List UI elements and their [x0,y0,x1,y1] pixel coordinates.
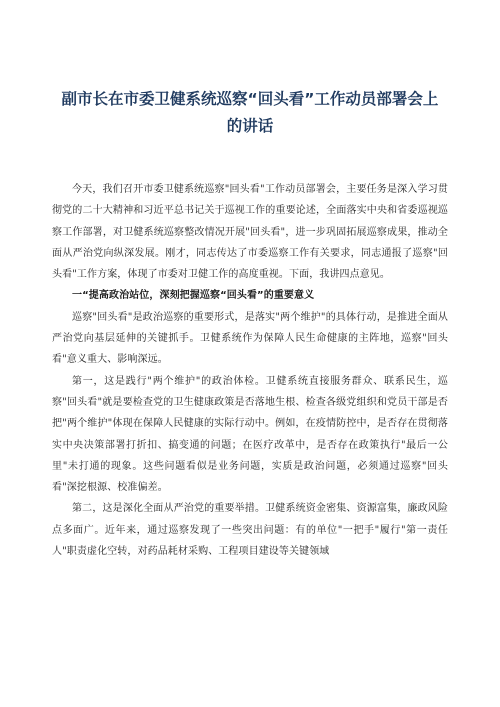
document-title [52,86,448,140]
intro-paragraph: 今天，我们召开市委卫健系统巡察"回头看"工作动员部署会，主要任务是深入学习贯彻党的二十大精神和习近平总书记关于巡视工作的重要论述，全面落实中央和省委巡视巡察工作部署，对卫健系统巡察整改情况开展"回头看"，进一步巩固拓展巡察成果，推动全面从严治党向纵深发展。刚才，同志传达了市委巡察工作有关要求，同志通报了巡察"回头看"工作方案，体现了市委对卫健工作的高度重视。下面，我讲四点意见。 [52,184,448,281]
body-paragraph-3: 第二，这是深化全面从严治党的重要举措。卫健系统资金密集、资源富集，廉政风险点多面广。近年来，通过巡察发现了一些突出问题：有的单位"一把手"履行"第一责任人"职责虚化空转，对药品耗材采购、工程项目建设等关键领域 [52,503,448,558]
body-paragraph-2: 第一，这是践行"两个维护"的政治体检。卫健系统直接服务群众、联系民生，巡察"回头看"就是要检查党的卫生健康政策是否落地生根、检查各级党组织和党员干部是否把"两个维护"体现在保障人民健康的实际行动中。例如，在疫情防控中，是否存在贯彻落实中央决策部署打折扣、搞变通的问题；在医疗改革中，是否存在政策执行"最后一公里"未打通的现象。这些问题看似是业务问题，实质是政治问题，必须通过巡察"回头看"深挖根源、校准偏差。 [52,375,448,494]
document-body [52,179,448,562]
section-heading-1: 一“提高政治站位，深刻把握巡察“回头看”的重要意义 [72,290,315,302]
title-line-2: 的讲话 [226,117,274,135]
title-line-1: 副市长在市委卫健系统巡察“回头看”工作动员部署会上 [61,90,439,108]
body-paragraph-1: 巡察"回头看"是政治巡察的重要形式，是落实"两个维护"的具体行动，是推进全面从严治党向基层延伸的关键抓手。卫健系统作为保障人民生命健康的主阵地，巡察"回头看"意义重大、影响深远。 [52,311,448,366]
